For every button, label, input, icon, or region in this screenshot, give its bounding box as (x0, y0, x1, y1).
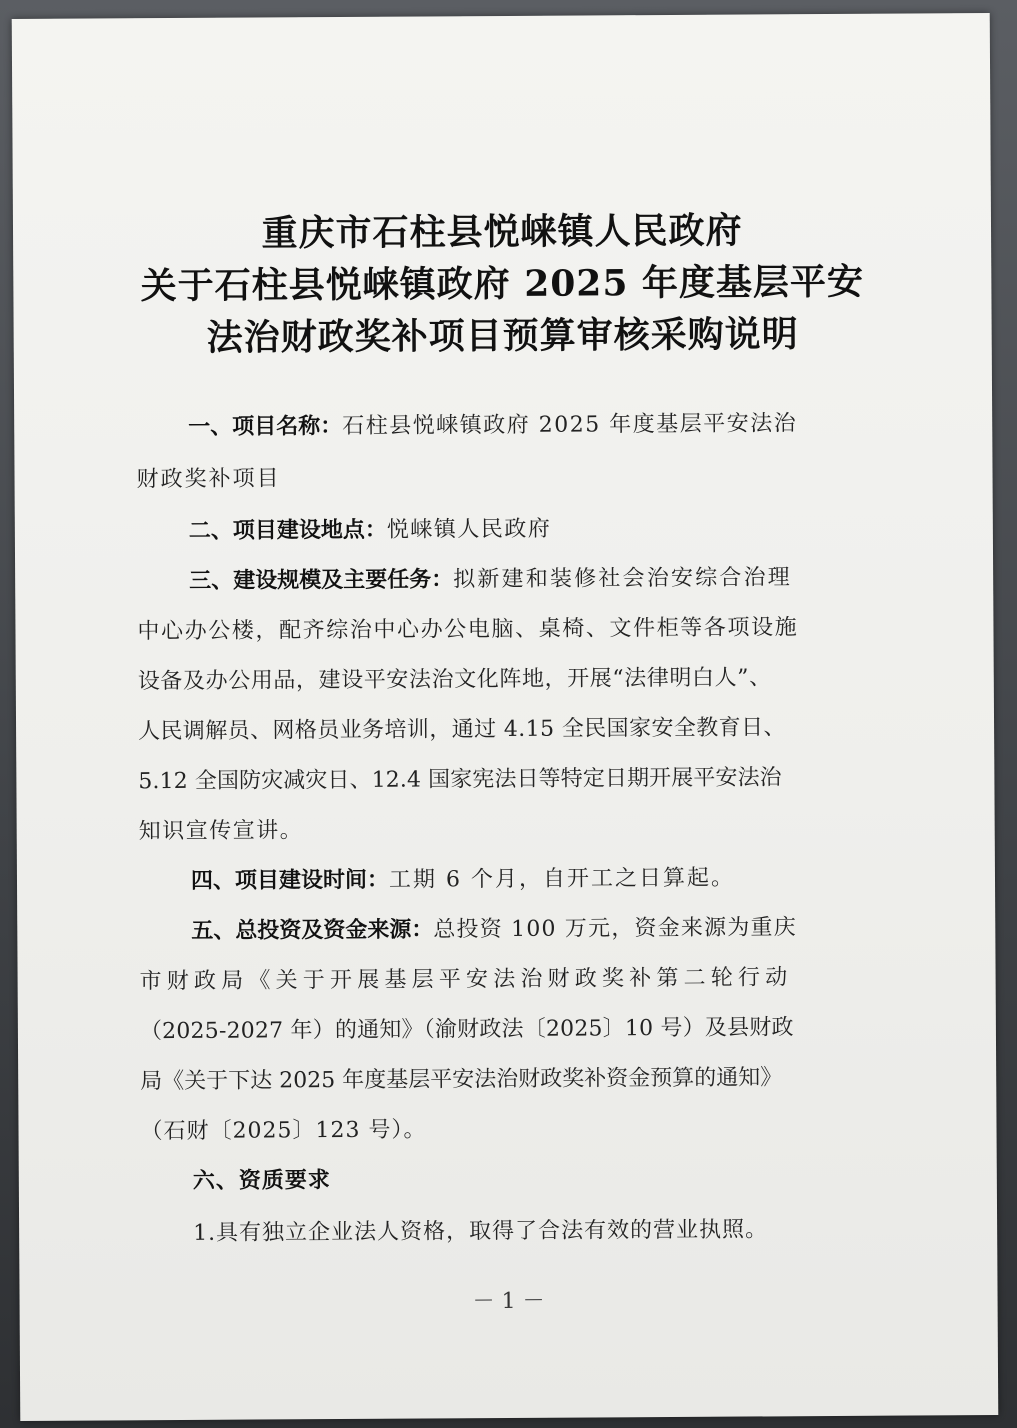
section-text: 市财政局《关于开展基层平安法治财政奖补第二轮行动 (139, 965, 793, 995)
section-label: 一、项目名称： (188, 412, 343, 440)
section-text: 工期 6 个月，自开工之日算起。 (388, 865, 736, 893)
section-label: 五、总投资及资金来源： (191, 916, 434, 944)
section-label: 三、建设规模及主要任务： (189, 566, 454, 594)
section-label: 六、资质要求 (192, 1167, 331, 1194)
section-label: 四、项目建设时间： (190, 866, 390, 894)
section-text: 1.具有独立企业法人资格，取得了合法有效的营业执照。 (193, 1217, 769, 1246)
section-text: 中心办公楼，配齐综治中心办公电脑、桌椅、文件柜等各项设施 (137, 615, 799, 645)
section-text: 石柱县悦崃镇政府 2025 年度基层平安法治 (342, 411, 798, 439)
section-text: 设备及办公用品，建设平安法治文化阵地，开展“法律明白人”、 (137, 665, 772, 695)
section-text: 5.12 全国防灾减灾日、12.4 国家宪法日等特定日期开展平安法治 (138, 765, 782, 795)
title-line-3: 法治财政奖补项目预算审核采购说明 (206, 313, 799, 359)
section-label: 二、项目建设地点： (188, 516, 387, 544)
section-text: 局《关于下达 2025 年度基层平安法治财政奖补资金预算的通知》 (140, 1065, 783, 1095)
section-text: 人民调解员、网格员业务培训，通过 4.15 全民国家安全教育日、 (138, 715, 786, 745)
title-line-2: 关于石柱县悦崃镇政府 2025 年度基层平安 (140, 260, 865, 308)
title-line-1: 重庆市石柱县悦崃镇人民政府 (261, 209, 743, 255)
section-text: 总投资 100 万元，资金来源为重庆 (433, 915, 797, 943)
section-text: （石财〔2025〕123 号）。 (140, 1117, 427, 1145)
section-text: 知识宣传宣讲。 (138, 818, 304, 845)
document-page (12, 13, 999, 1421)
page-number: － 1 － (472, 1288, 545, 1315)
section-text: 悦崃镇人民政府 (386, 516, 552, 543)
section-text: 财政奖补项目 (136, 466, 281, 493)
section-text: （2025-2027 年）的通知》（渝财政法〔2025〕10 号）及县财政 (139, 1015, 794, 1045)
section-text: 拟新建和装修社会治安综合治理 (453, 565, 793, 593)
